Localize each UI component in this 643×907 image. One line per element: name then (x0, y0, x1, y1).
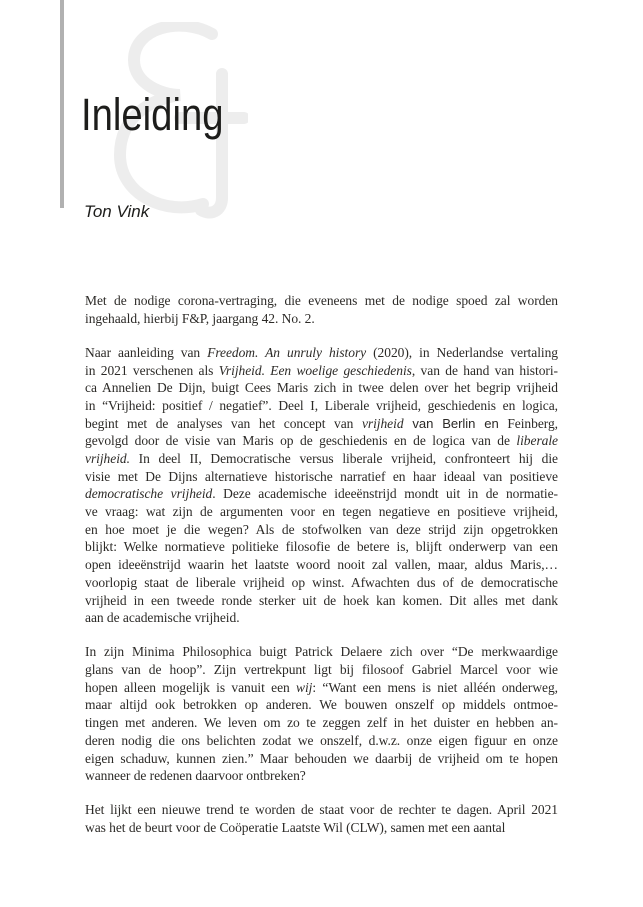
body-text-segment: begint met de analyses van het concept van (85, 415, 362, 431)
italic-text: democratische vrijheid (85, 486, 213, 502)
body-text-segment: : “Want een mens is niet alléén onderweg, (312, 679, 558, 695)
body-text-segment: blijkt: Welke normatieve politieke filosofie de betere is, blijft onderwerp van een (85, 539, 558, 555)
text-line (85, 397, 558, 415)
italic-text: vrijheid. (85, 451, 130, 466)
paragraph (85, 801, 558, 836)
body-text-segment: en hoe moet je die wegen? Als de stofwolken van deze strijd zijn opgetrokken (85, 521, 558, 537)
italic-text: Freedom. An unruly history (207, 344, 367, 360)
text-line (85, 415, 558, 433)
body-text-segment: open ideeënstrijd waarin het laatste woord nooit zal vallen, maar, aldus Maris,… (85, 557, 558, 573)
text-line (85, 643, 558, 661)
text-line (85, 767, 558, 785)
text-line (85, 485, 558, 503)
body-text-segment: wanneer de redenen daarvoor ontbreken? (85, 768, 306, 784)
text-line (85, 521, 558, 539)
body-text-segment: tingen met anderen. We leven om zo te zeggen zelf in het duister en hebben an- (85, 715, 558, 731)
body-text-segment: Met de nodige corona-vertraging, die eveneens met de nodige spoed zal worden (85, 293, 558, 308)
text-line (85, 661, 558, 679)
paragraph (85, 292, 558, 327)
body-text-segment: eigen schaduw, kunnen zien.” Maar behouden we daarbij de vrijheid om te hopen (85, 750, 558, 766)
body-text-segment: . Deze academische ideeënstrijd mondt uit in de normatie- (212, 486, 558, 502)
italic-text: liberale (516, 433, 558, 449)
body-text-segment: Naar aanleiding van (85, 344, 208, 360)
body-text-segment: In zijn Minima Philosophica buigt Patrick Delaere zich over “De merkwaardige (85, 644, 558, 660)
text-line (85, 503, 558, 521)
text-line (85, 574, 558, 592)
page-title: Inleiding (81, 89, 224, 140)
body-text-segment: ca Annelien De Dijn, buigt Cees Maris zich in twee delen over het begrip vrijheid (85, 380, 558, 396)
body-text-segment: In deel II, Democratische versus liberale vrijheid, confronteert hij die (129, 451, 558, 466)
text-line (85, 450, 558, 468)
body-text-segment: vrijheid in een tweede ronde sterker uit de hoek kan komen. Dit alles met dank (85, 592, 558, 608)
body-text-segment: hopen alleen mogelijk is vanuit een (85, 679, 297, 695)
body-text (85, 292, 558, 837)
author-name: Ton Vink (84, 202, 150, 221)
text-line (85, 679, 558, 697)
text-line (85, 468, 558, 486)
text-line (85, 732, 558, 750)
body-text-segment: visie met De Dijns alternatieve historische narratief en haar ideaal van positieve (85, 468, 558, 484)
body-text-segment: maar altijd ook betrokken op anderen. We bouwen onszelf op middels ontmoe- (85, 697, 558, 713)
text-line (85, 819, 558, 837)
text-line (85, 379, 558, 397)
text-line (85, 310, 558, 328)
body-text-segment: Feinberg, (498, 415, 558, 431)
body-text-segment: was het de beurt voor de Coöperatie Laatste Wil (CLW), samen met een aantal (85, 820, 506, 836)
italic-text: Vrijheid. Een woelige geschiedenis (218, 362, 412, 378)
sans-text: van Berlin en (403, 415, 499, 431)
paragraph (85, 344, 558, 627)
body-text-segment: Het lijkt een nieuwe trend te worden de staat voor de rechter te dagen. April 2021 (85, 802, 558, 818)
body-text-segment: in “Vrijheid: positief / negatief”. Deel I, Liberale vrijheid, geschiedenis en logica, (85, 397, 558, 413)
body-text-segment: aan de academische vrijheid. (85, 610, 240, 626)
body-text-segment: glans van de hoop”. Zijn vertrekpunt ligt bij filosoof Gabriel Marcel voor wie (85, 662, 558, 678)
text-line (85, 714, 558, 732)
body-text-segment: in 2021 verschenen als (85, 362, 219, 378)
text-line (85, 538, 558, 556)
text-line (85, 292, 558, 310)
text-line (85, 592, 558, 610)
text-line (85, 750, 558, 768)
body-text-segment: gevolgd door de visie van Maris op de geschiedenis en de logica van de (85, 433, 517, 449)
paragraph (85, 643, 558, 785)
text-line (85, 801, 558, 819)
body-text-segment: deren nodig die ons belichten zodat we onszelf, d.w.z. onze eigen figuur en onze (85, 732, 558, 748)
body-text-segment: ve vraag: wat zijn de argumenten voor en tegen negatieve en positieve vrijheid, (85, 504, 558, 520)
body-text-segment: , van de hand van histori- (411, 362, 558, 378)
body-text-segment: voorlopig staat de liberale vrijheid op winst. Afwachten dus of de democratische (85, 574, 558, 590)
text-line (85, 362, 558, 380)
body-text-segment: (2020), in Nederlandse vertaling (366, 344, 558, 360)
italic-text: wij (296, 679, 313, 695)
body-text-segment: ingehaald, hierbij F&P, jaargang 42. No. 2. (85, 310, 315, 326)
text-line (85, 556, 558, 574)
margin-rule (60, 0, 64, 208)
text-line (85, 696, 558, 714)
italic-text: vrijheid (361, 415, 404, 431)
text-line (85, 432, 558, 450)
text-line (85, 344, 558, 362)
text-line (85, 609, 558, 627)
